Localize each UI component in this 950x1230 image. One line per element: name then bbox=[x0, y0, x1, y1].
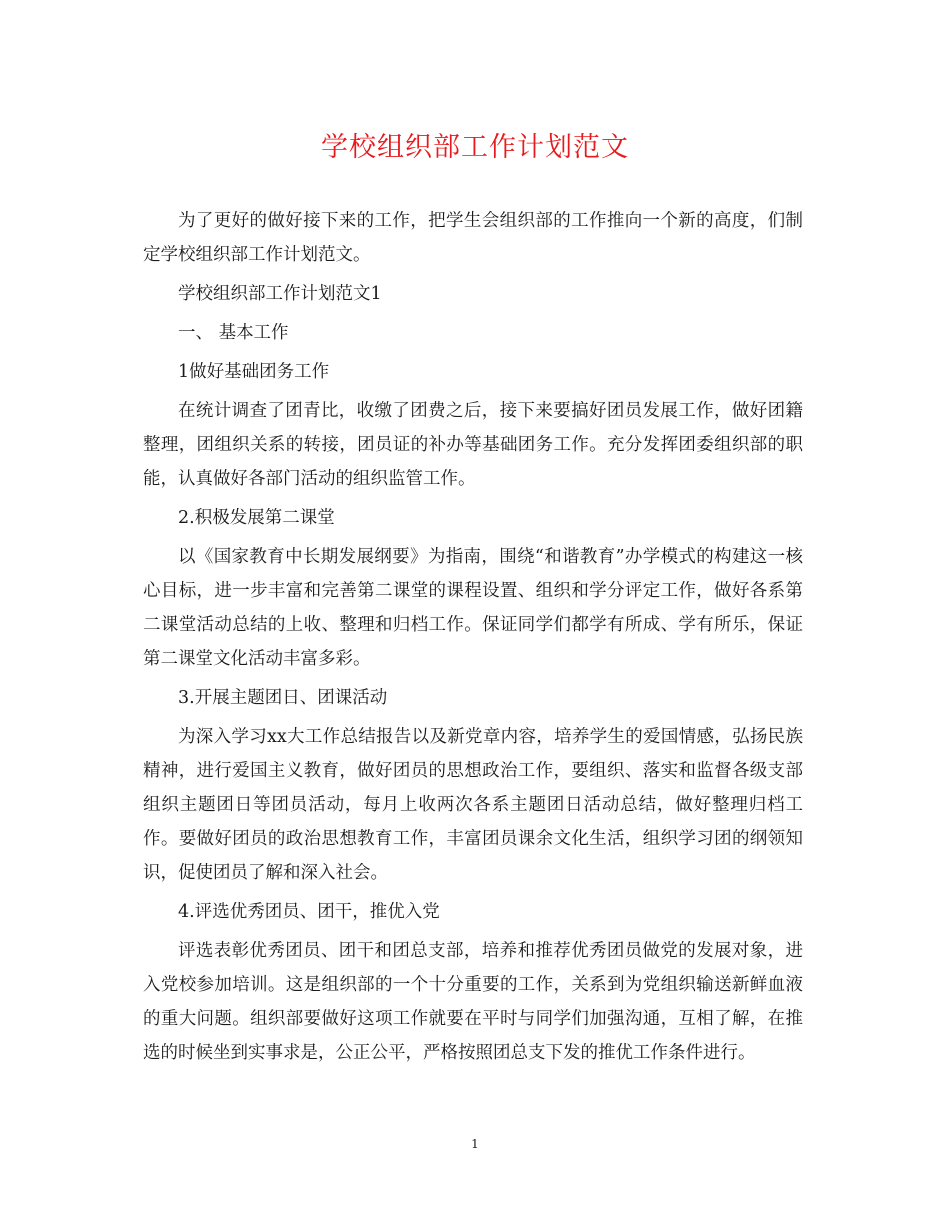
heading-plan-1: 学校组织部工作计划范文1 bbox=[178, 284, 382, 304]
paragraph-item-4: 评选表彰优秀团员、团干和团总支部，培养和推荐优秀团员做党的发展对象，进入党校参加培训。这是组织部的一个十分重要的工作，关系到为党组织输送新鲜血液的重大问题。组织部要做好这项工作就要在平时与同学们加强沟通，互相了解，在推选的时候坐到实事求是，公正公平，严格按照团总支下发的推优工作条件进行。 bbox=[143, 941, 803, 1063]
heading-item-2: 2.积极发展第二课堂 bbox=[178, 508, 335, 528]
document-body bbox=[143, 204, 803, 1075]
paragraph-intro: 为了更好的做好接下来的工作，把学生会组织部的工作推向一个新的高度，们制定学校组织部工作计划范文。 bbox=[143, 211, 803, 265]
paragraph-item-3: 为深入学习xx大工作总结报告以及新党章内容，培养学生的爱国情感，弘扬民族精神，进行爱国主义教育，做好团员的思想政治工作，要组织、落实和监督各级支部组织主题团日等团员活动，每月上收两次各系主题团日活动总结，做好整理归档工作。要做好团员的政治思想教育工作，丰富团员课余文化生活，组织学习团的纲领知识，促使团员了解和深入社会。 bbox=[143, 727, 803, 883]
paragraph-item-1: 在统计调查了团青比，收缴了团费之后，接下来要搞好团员发展工作，做好团籍整理，团组织关系的转接，团员证的补办等基础团务工作。充分发挥团委组织部的职能，认真做好各部门活动的组织监管工作。 bbox=[143, 401, 803, 489]
heading-item-3: 3.开展主题团日、团课活动 bbox=[178, 688, 388, 708]
page-number: 1 bbox=[471, 1137, 479, 1151]
heading-item-4: 4.评选优秀团员、团干，推优入党 bbox=[178, 902, 440, 922]
heading-basic-work: 一、 基本工作 bbox=[178, 323, 289, 343]
paragraph-item-2: 以《国家教育中长期发展纲要》为指南，围绕“和谐教育”办学模式的构建这一核心目标，进一步丰富和完善第二课堂的课程设置、组织和学分评定工作，做好各系第二课堂活动总结的上收、整理和归档工作。保证同学们都学有所成、学有所乐，保证第二课堂文化活动丰富多彩。 bbox=[143, 547, 803, 669]
heading-item-1: 1做好基础团务工作 bbox=[178, 362, 330, 382]
document-title: 学校组织部工作计划范文 bbox=[321, 132, 629, 163]
